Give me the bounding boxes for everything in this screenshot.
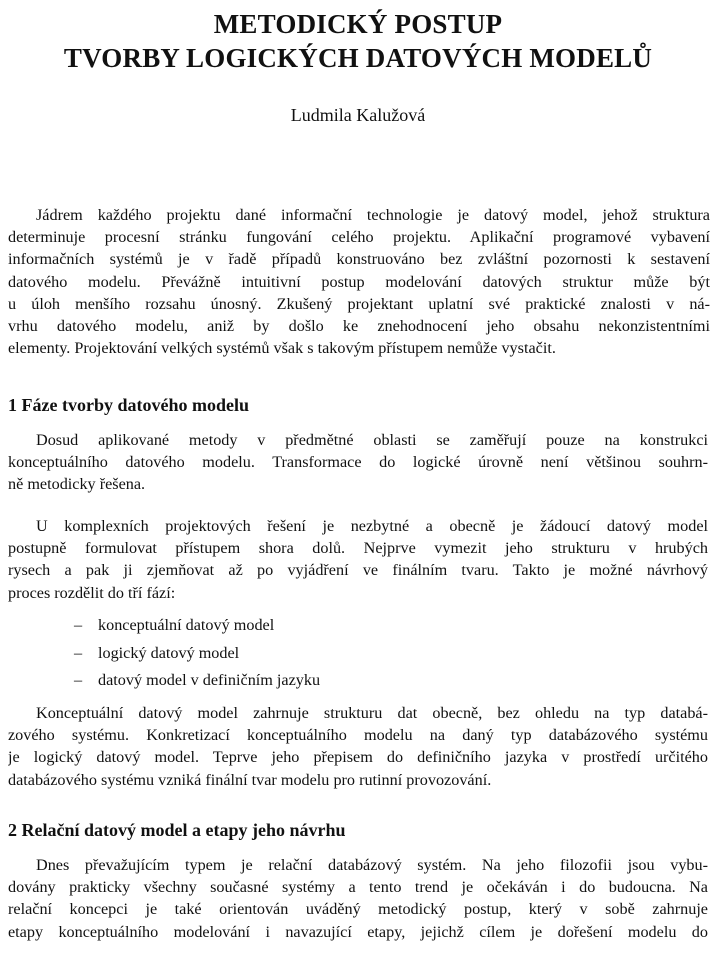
paragraph-line: Dnes převažujícím typem je relační databázový systém. Na jeho filozofii jsou vybu- [36, 856, 708, 874]
list-marker: – [74, 616, 83, 634]
paragraph-line: ně metodicky řešena. [8, 475, 146, 494]
list-marker: – [74, 643, 83, 662]
paragraph-line: u úloh menšího rozsahu únosný. Zkušený projektant uplatní své praktické znalosti v ná- [8, 294, 710, 313]
list-item-text: konceptuální datový model [98, 616, 275, 634]
paragraph-line: Konceptuální datový model zahrnuje strukturu dat obecně, bez ohledu na typ databá- [36, 704, 708, 722]
paragraph-line: proces rozdělit do tří fází: [8, 583, 176, 602]
section-1-paragraph-2 [8, 515, 708, 604]
list-item [74, 612, 320, 640]
list-item-text: logický datový model [98, 643, 240, 662]
paragraph-line: zového systému. Konkretizací konceptuálního modelu na daný typ databázového systému [8, 726, 708, 745]
paragraph-line: elementy. Projektování velkých systémů však s takovým přístupem nemůže vystačit. [8, 339, 556, 358]
paragraph-line: rysech a pak ji zjemňovat až po vyjádření ve finálním tvaru. Takto je možné návrhový [8, 561, 708, 580]
section-1-paragraph-3 [8, 702, 708, 791]
paragraph-line: determinuje procesní stránku fungování celého projektu. Aplikační programové vybavení [8, 228, 710, 247]
list-marker: – [74, 671, 83, 689]
section-2-heading: 2 Relační datový model a etapy jeho návrhu [8, 820, 346, 840]
paragraph-line: Jádrem každého projektu dané informační technologie je datový model, jehož struktura [36, 206, 710, 224]
title-line-2: TVORBY LOGICKÝCH DATOVÝCH MODELŮ [63, 43, 653, 73]
paragraph-line: konceptuálního datového modelu. Transformace do logické úrovně není většinou souhrn- [8, 453, 708, 472]
list-item [74, 667, 320, 695]
phase-list [74, 612, 320, 695]
paragraph-line: informačních systémů je v řadě případů konstruováno bez zvláštní pozornosti k sestavení [8, 250, 710, 269]
paragraph-line: je logický datový model. Teprve jeho přepisem do definičního jazyka v prostředí určitého [8, 748, 708, 767]
paragraph-line: U komplexních projektových řešení je nezbytné a obecně je žádoucí datový model [36, 517, 708, 535]
paragraph-line: etapy konceptuálního modelování i navazující etapy, jejichž cílem je dořešení modelu do [8, 922, 708, 941]
paragraph-line: relační koncepci je také orientován uváděný metodický postup, který v sobě zahrnuje [8, 900, 708, 919]
list-item-text: datový model v definičním jazyku [98, 671, 321, 689]
section-2-paragraph-1 [8, 854, 708, 943]
paragraph-line: postupně formulovat přístupem shora dolů. Nejprve vymezit jeho strukturu v hrubých [8, 539, 708, 558]
paragraph-line: datového modelu. Převážně intuitivní postup modelování datových struktur může být [8, 272, 710, 291]
abstract-paragraph [8, 204, 710, 359]
title-line-1: METODICKÝ POSTUP [213, 9, 503, 39]
section-1-paragraph-1 [8, 429, 708, 496]
paragraph-line: Dosud aplikované metody v předmětné oblasti se zaměřují pouze na konstrukci [36, 431, 708, 449]
author-name: Ludmila Kalužová [290, 105, 426, 125]
section-1-heading: 1 Fáze tvorby datového modelu [8, 395, 249, 415]
list-item [74, 640, 320, 668]
paragraph-line: vrhu datového modelu, aniž by došlo ke znehodnocení jeho obsahu nekonzistentními [8, 317, 710, 336]
paragraph-line: dovány prakticky všechny současné systémy a tento trend je očekáván i do budoucna. Na [8, 878, 708, 897]
paragraph-line: databázového systému vzniká finální tvar modelu pro rutinní provozování. [8, 770, 492, 789]
